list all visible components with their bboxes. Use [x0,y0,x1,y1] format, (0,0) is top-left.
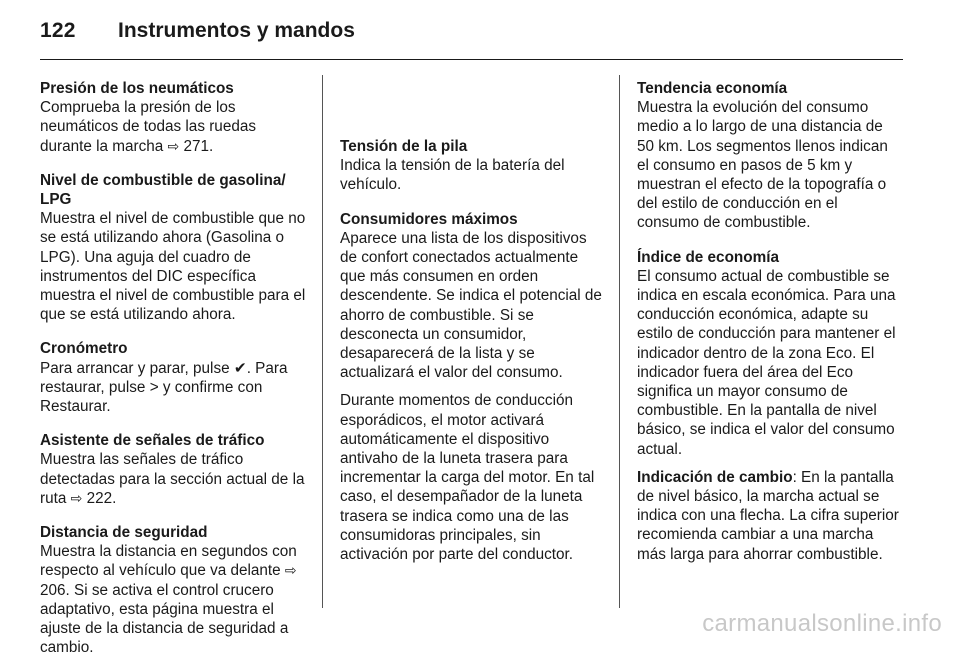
column-divider [619,75,620,608]
column-divider [322,75,323,608]
section-title: Presión de los neumáticos [40,80,234,97]
section-senales [40,431,306,508]
page-reference-icon: ⇨ [167,137,180,154]
section-title: Nivel de combustible de gasolina/ LPG [40,171,286,209]
section-indice [637,248,903,459]
section-title: Asistente de señales de tráfico [40,432,265,450]
section-body: : En la pantalla de nivel básico, la marcha actual se indica con una flecha. La cifra superior recomienda cambiar a una marcha más larga para ahorrar combustible. [637,468,899,563]
page-reference[interactable]: 271. [183,137,214,155]
section-title: Consumidores máximos [340,210,518,228]
section-consumidores [340,210,606,565]
section-title: Tensión de la pila [340,138,468,155]
section-body: Durante momentos de conducción esporádicos, el motor activará automáticamente el dispositivo antivaho de la luneta trasera para incrementar la carga del motor. En tal caso, el desempañador de la luneta trasera se indica como una de las consumidoras principales, sin activación por parte del conductor. [340,392,595,564]
page-reference[interactable]: 222. [86,489,117,507]
section-body-continued: 206. Si se activa el control crucero adaptativo, esta página muestra el ajuste de la distancia de seguridad a cambio. [40,581,289,657]
column-left [40,79,306,672]
section-body: Muestra el nivel de combustible que no se está utilizando ahora (Gasolina o LPG). Una aguja del cuadro de instrumentos del DIC específica muestra el nivel de combustible para el que se está utilizando ahora. [40,210,306,324]
section-cronometro [40,339,306,416]
page-reference-icon: ⇨ [70,489,83,506]
section-body: y confirme con Restaurar. [40,378,263,416]
watermark: carmanualsonline.info [702,610,942,637]
section-title: Indicación de cambio [637,468,793,486]
section-title: Índice de economía [637,248,779,266]
section-body: . Para restaurar, pulse [40,359,288,396]
chevron-right-icon: > [149,378,159,396]
section-body: Para arrancar y parar, pulse [40,359,230,377]
section-tension [340,137,606,195]
section-presion [40,79,306,156]
section-title: Distancia de seguridad [40,524,208,542]
check-icon: ✔ [233,359,247,377]
section-body: Indica la tensión de la batería del vehículo. [340,157,565,194]
page-number: 122 [40,19,76,42]
section-title: Tendencia economía [637,80,788,97]
column-middle [340,79,606,579]
section-cambio [637,468,903,564]
page-reference-icon: ⇨ [284,562,297,579]
section-body: Comprueba la presión de los neumáticos de todas las ruedas durante la marcha [40,99,256,155]
page-title: Instrumentos y mandos [118,19,355,42]
section-body: Muestra la distancia en segundos con respecto al vehículo que va delante [40,543,297,580]
section-body: Muestra las señales de tráfico detectadas para la sección actual de la ruta [40,451,305,507]
section-body: El consumo actual de combustible se indica en escala económica. Para una conducción económica, adapte su estilo de conducción para mantener el indicador dentro de la zona Eco. El indicador fuera del área del Eco significa un mayor consumo de combustible. En la pantalla de nivel básico, se indica el valor del consumo actual. [637,267,896,458]
section-title: Cronómetro [40,340,128,358]
section-body: Aparece una lista de los dispositivos de confort conectados actualmente que más consumen en orden descendente. Se indica el potencial de ahorro de combustible. Si se desconecta un consumidor, desaparecerá de la lista y se actualizará el valor del consumo. [340,229,602,382]
section-combustible [40,171,306,325]
section-tendencia [637,79,903,233]
header-rule [40,59,903,60]
section-distancia [40,523,306,657]
column-right [637,79,903,579]
section-body: Muestra la evolución del consumo medio a lo largo de una distancia de 50 km. Los segmentos llenos indican el consumo en pasos de 5 km y muestran el efecto de la topografía o del estilo de conducción en el consumo de combustible. [637,99,888,232]
